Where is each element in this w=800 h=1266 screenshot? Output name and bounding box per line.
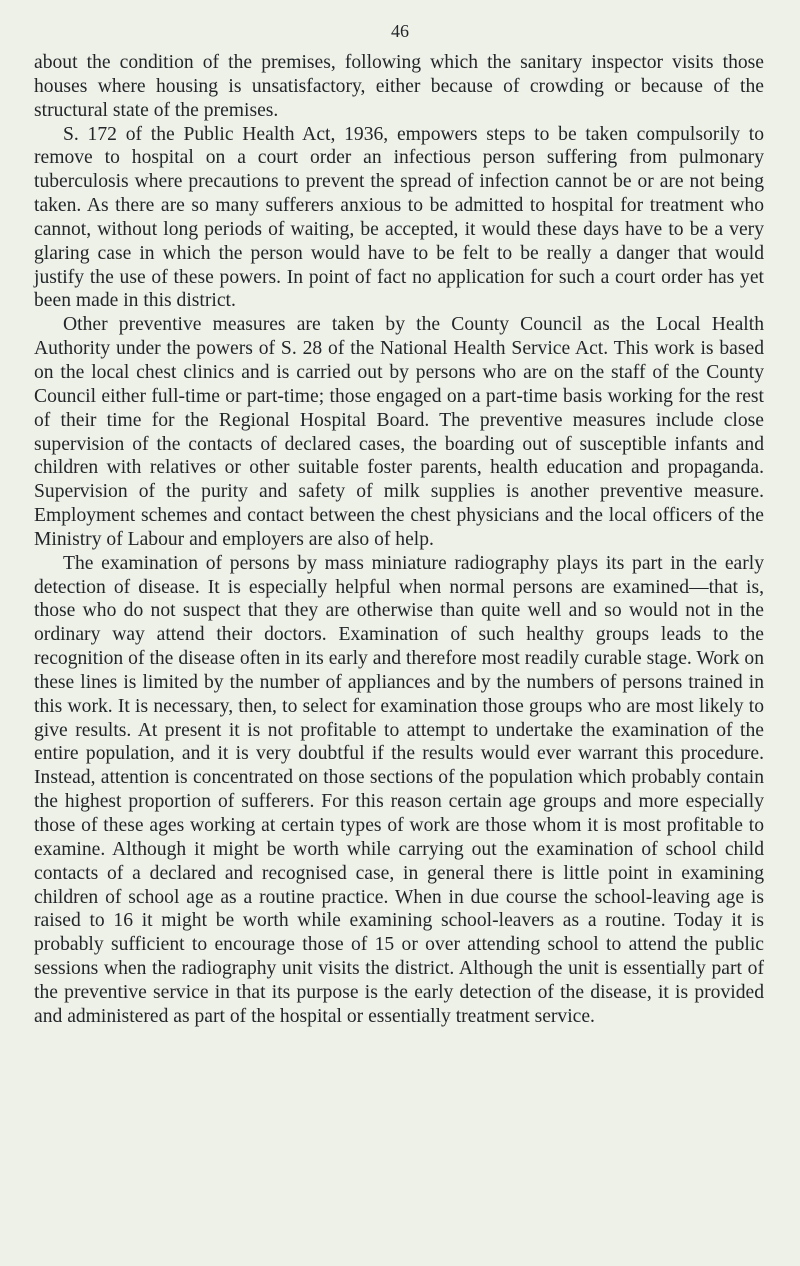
continued-paragraph: about the condition of the premises, following which the sanitary inspector visits those houses where housing is unsatisfactory, either because of crowding or because of the structural state of the premises. [34, 52, 764, 121]
preventive-measures-paragraph: Other preventive measures are taken by the County Council as the Local Health Authority under the powers of S. 28 of the National Health Service Act. This work is based on the local chest clinics and is carried out by persons who are on the staff of the County Council either full-time or part-time; those engaged on a part-time basis working for the rest of their time for the Regional Hospital Board. The preventive measures include close supervision of the contacts of declared cases, the boarding out of susceptible infants and children with relatives or other suitable foster parents, health education and propaganda. Supervision of the purity and safety of milk supplies is another preventive measure. Employment schemes and contact between the chest physicians and the local officers of the Ministry of Labour and employers are also of help. [34, 314, 764, 550]
radiography-paragraph: The examination of persons by mass miniature radiography plays its part in the early detection of disease. It is especially helpful when normal persons are examined—that is, those who do not suspect that they are otherwise than quite well and so would not in the ordinary way attend their doctors. Examination of such healthy groups leads to the recognition of the disease often in its early and therefore most readily curable stage. Work on these lines is limited by the number of appliances and by the numbers of persons trained in this work. It is necessary, then, to select for examination those groups who are most likely to give results. At present it is not profitable to attempt to undertake the examination of the entire population, and it is very doubtful if the results would ever warrant this procedure. Instead, attention is concentrated on those sections of the population which probably contain the highest proportion of sufferers. For this reason certain age groups and more especially those of these ages working at certain types of work are those whom it is most profitable to examine. Although it might be worth while carrying out the examination of school child contacts of a declared and recognised case, in general there is little point in examining children of school age as a routine practice. When in due course the school-leaving age is raised to 16 it might be worth while examining school-leavers as a routine. Today it is probably sufficient to encourage those of 15 or over attending school to attend the public sessions when the radiography unit visits the district. Although the unit is essentially part of the preventive service in that its purpose is the early detection of the disease, it is provided and administered as part of the hospital or essentially treatment service. [34, 552, 764, 1027]
public-health-act-paragraph: S. 172 of the Public Health Act, 1936, empowers steps to be taken compulsorily to remove to hospital on a court order an infectious person suffering from pulmonary tuberculosis where precautions to prevent the spread of infection cannot be or are not being taken. As there are so many sufferers anxious to be admitted to hospital for treatment who cannot, without long periods of waiting, be accepted, it would these days have to be a very glaring case in which the person would have to be felt to be really a danger that would justify the use of these powers. In point of fact no application for such a court order has yet been made in this district. [34, 123, 764, 312]
page-number: 46 [391, 21, 409, 41]
report-body-text [34, 51, 764, 1029]
